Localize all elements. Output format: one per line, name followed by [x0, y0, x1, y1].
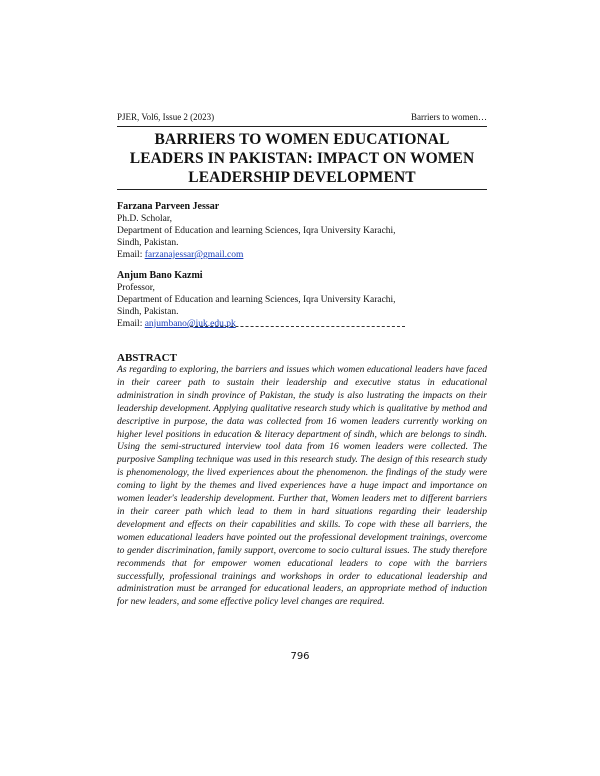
section-separator: [190, 326, 405, 327]
email-label: Email:: [117, 319, 143, 329]
author-location: Sindh, Pakistan.: [117, 307, 179, 317]
author-email-link[interactable]: anjumbano@iuk.edu.pk: [144, 319, 236, 329]
short-title: Barriers to women…: [411, 112, 487, 122]
author-block: [117, 270, 487, 330]
author-role: Professor,: [117, 283, 155, 293]
author-block: [117, 201, 487, 261]
author-role: Ph.D. Scholar,: [117, 214, 173, 224]
author-email-link[interactable]: farzanajessar@gmail.com: [144, 250, 244, 260]
author-name: Anjum Bano Kazmi: [117, 270, 203, 281]
paper-title: BARRIERS TO WOMEN EDUCATIONAL LEADERS IN PAKISTAN: IMPACT ON WOMEN LEADERSHIP DEVELOPMENT: [129, 131, 475, 186]
author-location: Sindh, Pakistan.: [117, 238, 179, 248]
abstract-heading: ABSTRACT: [117, 352, 177, 364]
journal-citation: PJER, Vol6, Issue 2 (2023): [117, 112, 215, 122]
page-number: 796: [290, 651, 310, 662]
author-email-line: [117, 318, 487, 330]
abstract-text: As regarding to exploring, the barriers and issues which women educational leaders have faced in their career path to sustain their leadership and executive status in educational administration in sindh province of Pakistan, the study is also lustrating the impacts on their leadership development. Applying qualitative research study which is qualitative by method and descriptive in purpose, the data was collected from 16 women leaders currently working on higher level positions in education & literacy department of sindh, which are belongs to sindh. Using the semi-structured interview tool data from 16 women leaders were collected. The purposive Sampling technique was used in this research study. The design of this research study is phenomenology, the lived experiences about the phenomenon. the findings of the study were coming to light by the themes and lived experiences have a huge impact and importance on women leader's leadership development. Further that, Women leaders met to different barriers in their career path which lead to them in hard situations regarding their leadership development and effects on their capabilities and skills. To cope with these all barriers, the women educational leaders have pointed out the professional development trainings, overcome to gender discrimination, family support, overcome to socio cultural issues. The study therefore recommends that for empower women educational leaders to cope with the barriers successfully, professional trainings and workshops in order to educational leadership and administration must be arranged for educational leaders, an appropriate method of induction for new leaders, and some effective policy level changes are required.: [117, 364, 487, 608]
running-header: [117, 112, 487, 126]
author-department: Department of Education and learning Sciences, Iqra University Karachi,: [117, 295, 396, 305]
author-department: Department of Education and learning Sciences, Iqra University Karachi,: [117, 226, 396, 236]
author-email-line: [117, 249, 487, 261]
header-divider: [117, 126, 487, 127]
title-divider: [117, 189, 487, 190]
email-label: Email:: [117, 250, 143, 260]
author-name: Farzana Parveen Jessar: [117, 201, 220, 212]
